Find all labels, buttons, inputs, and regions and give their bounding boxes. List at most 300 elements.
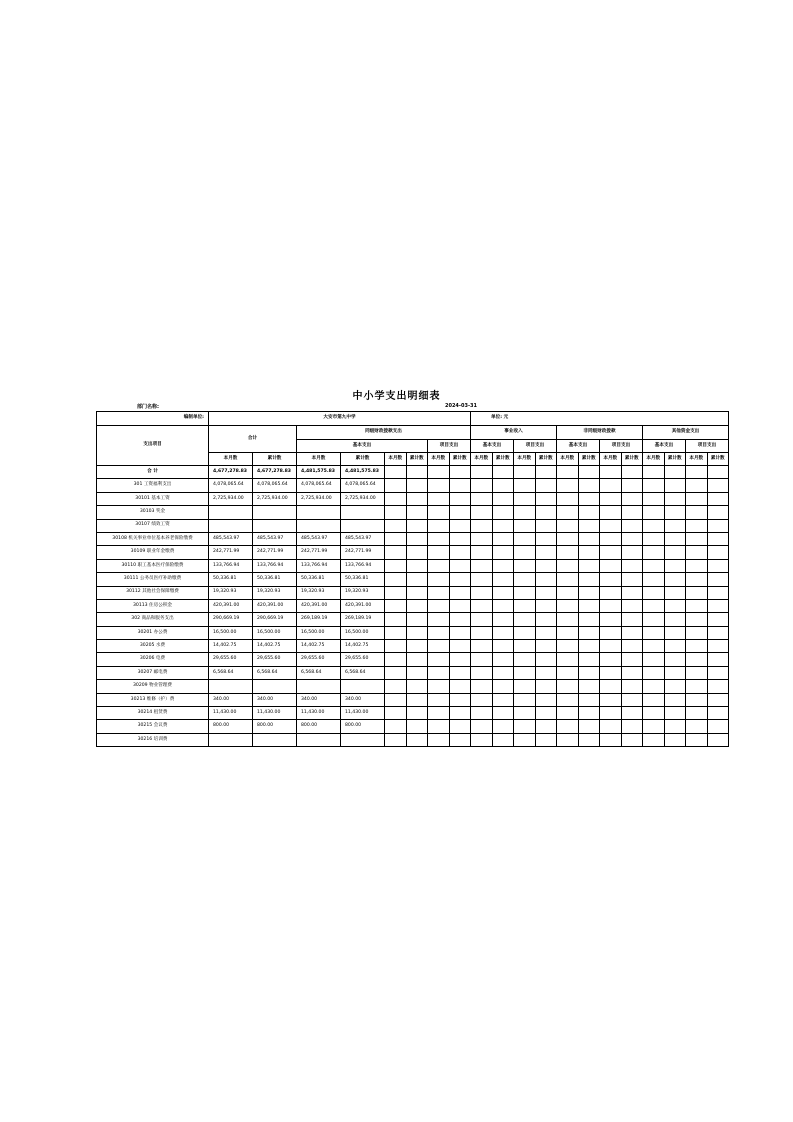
empty-cell <box>406 492 428 505</box>
empty-cell <box>385 613 407 626</box>
empty-cell <box>664 693 686 706</box>
empty-cell <box>449 599 471 612</box>
empty-cell <box>707 573 729 586</box>
empty-cell <box>643 559 665 572</box>
empty-cell <box>621 653 643 666</box>
empty-cell <box>385 707 407 720</box>
value-cell: 340.00 <box>209 693 253 706</box>
empty-cell <box>578 613 600 626</box>
table-row <box>97 680 729 693</box>
basic-header: 基本支出 <box>643 440 686 453</box>
empty-cell <box>578 466 600 479</box>
value-cell: 6,568.64 <box>297 666 341 679</box>
monthly-header: 本月数 <box>471 453 493 466</box>
value-cell: 14,402.75 <box>341 640 385 653</box>
empty-cell <box>664 613 686 626</box>
empty-cell <box>428 653 450 666</box>
empty-cell <box>707 626 729 639</box>
empty-cell <box>535 720 557 733</box>
empty-cell <box>707 506 729 519</box>
empty-cell <box>514 733 536 746</box>
total-header: 合计 <box>209 426 297 453</box>
empty-cell <box>406 613 428 626</box>
empty-cell <box>686 640 708 653</box>
empty-cell <box>707 707 729 720</box>
empty-cell <box>643 640 665 653</box>
empty-cell <box>385 733 407 746</box>
empty-cell <box>428 680 450 693</box>
cumulative-header: 累计数 <box>341 453 385 466</box>
table-row <box>97 720 729 733</box>
empty-cell <box>643 653 665 666</box>
empty-cell <box>406 680 428 693</box>
cumulative-header: 累计数 <box>406 453 428 466</box>
empty-cell <box>600 532 622 545</box>
value-cell: 19,320.93 <box>209 586 253 599</box>
empty-cell <box>643 613 665 626</box>
project-header: 项目支出 <box>600 440 643 453</box>
empty-cell <box>428 559 450 572</box>
empty-cell <box>600 693 622 706</box>
empty-cell <box>406 733 428 746</box>
empty-cell <box>707 640 729 653</box>
empty-cell <box>492 532 514 545</box>
empty-cell <box>385 492 407 505</box>
cumulative-header: 累计数 <box>449 453 471 466</box>
project-header: 项目支出 <box>514 440 557 453</box>
empty-cell <box>428 546 450 559</box>
expense-table <box>96 411 729 747</box>
value-cell: 485,543.97 <box>209 532 253 545</box>
cumulative-header: 累计数 <box>664 453 686 466</box>
empty-cell <box>428 626 450 639</box>
empty-cell <box>621 559 643 572</box>
empty-cell <box>621 506 643 519</box>
empty-cell <box>664 733 686 746</box>
value-cell: 340.00 <box>297 693 341 706</box>
empty-cell <box>406 546 428 559</box>
empty-cell <box>471 707 493 720</box>
monthly-header: 本月数 <box>514 453 536 466</box>
empty-cell <box>471 599 493 612</box>
empty-cell <box>664 626 686 639</box>
empty-cell <box>664 479 686 492</box>
empty-cell <box>428 519 450 532</box>
empty-cell <box>557 653 579 666</box>
empty-cell <box>406 693 428 706</box>
empty-cell <box>621 626 643 639</box>
value-cell: 11,430.00 <box>253 707 297 720</box>
value-cell: 4,078,065.64 <box>341 479 385 492</box>
empty-cell <box>449 479 471 492</box>
row-label: 30108 机关事业单位基本养老保险缴费 <box>97 532 209 545</box>
table-row <box>97 532 729 545</box>
empty-cell <box>535 479 557 492</box>
empty-cell <box>492 720 514 733</box>
empty-cell <box>600 613 622 626</box>
empty-cell <box>535 693 557 706</box>
empty-cell <box>385 479 407 492</box>
empty-cell <box>449 586 471 599</box>
empty-cell <box>385 720 407 733</box>
empty-cell <box>449 693 471 706</box>
empty-cell <box>686 506 708 519</box>
empty-cell <box>707 546 729 559</box>
empty-cell <box>492 733 514 746</box>
empty-cell <box>621 479 643 492</box>
row-label: 30109 职业年金缴费 <box>97 546 209 559</box>
basic-header: 基本支出 <box>297 440 428 453</box>
org-label: 编制单位: <box>97 412 209 426</box>
empty-cell <box>471 559 493 572</box>
empty-cell <box>428 573 450 586</box>
empty-cell <box>643 532 665 545</box>
row-label: 30209 物业管理费 <box>97 680 209 693</box>
value-cell <box>297 519 341 532</box>
unit-label: 单位: 元 <box>471 412 729 426</box>
value-cell: 4,078,065.64 <box>253 479 297 492</box>
empty-cell <box>578 707 600 720</box>
empty-cell <box>557 640 579 653</box>
empty-cell <box>514 613 536 626</box>
value-cell: 19,320.93 <box>297 586 341 599</box>
empty-cell <box>492 573 514 586</box>
empty-cell <box>643 573 665 586</box>
table-row <box>97 479 729 492</box>
empty-cell <box>449 546 471 559</box>
value-cell <box>341 519 385 532</box>
empty-cell <box>707 613 729 626</box>
empty-cell <box>492 666 514 679</box>
table-row <box>97 599 729 612</box>
empty-cell <box>492 613 514 626</box>
value-cell: 269,189.19 <box>297 613 341 626</box>
empty-cell <box>600 546 622 559</box>
value-cell <box>253 506 297 519</box>
empty-cell <box>471 519 493 532</box>
empty-cell <box>492 626 514 639</box>
value-cell <box>253 519 297 532</box>
empty-cell <box>514 599 536 612</box>
empty-cell <box>535 546 557 559</box>
value-cell: 6,568.64 <box>253 666 297 679</box>
item-header: 支出项目 <box>97 426 209 466</box>
empty-cell <box>600 559 622 572</box>
empty-cell <box>643 680 665 693</box>
empty-cell <box>514 653 536 666</box>
empty-cell <box>471 720 493 733</box>
empty-cell <box>535 466 557 479</box>
monthly-header: 本月数 <box>385 453 407 466</box>
value-cell: 19,320.93 <box>253 586 297 599</box>
empty-cell <box>428 586 450 599</box>
empty-cell <box>557 733 579 746</box>
empty-cell <box>514 707 536 720</box>
empty-cell <box>621 466 643 479</box>
value-cell: 14,402.75 <box>209 640 253 653</box>
empty-cell <box>557 492 579 505</box>
empty-cell <box>492 693 514 706</box>
empty-cell <box>471 613 493 626</box>
row-label: 30206 电费 <box>97 653 209 666</box>
empty-cell <box>535 573 557 586</box>
empty-cell <box>385 466 407 479</box>
value-cell: 29,655.60 <box>209 653 253 666</box>
empty-cell <box>514 573 536 586</box>
value-cell: 16,500.00 <box>253 626 297 639</box>
row-label: 30216 培训费 <box>97 733 209 746</box>
empty-cell <box>621 546 643 559</box>
empty-cell <box>643 519 665 532</box>
empty-cell <box>514 492 536 505</box>
row-label: 302 商品和服务支出 <box>97 613 209 626</box>
table-row <box>97 626 729 639</box>
empty-cell <box>535 666 557 679</box>
value-cell: 6,568.64 <box>209 666 253 679</box>
empty-cell <box>557 626 579 639</box>
value-cell: 242,771.99 <box>253 546 297 559</box>
empty-cell <box>664 666 686 679</box>
value-cell: 800.00 <box>297 720 341 733</box>
value-cell: 4,078,065.64 <box>209 479 253 492</box>
row-label: 30113 住房公积金 <box>97 599 209 612</box>
empty-cell <box>428 666 450 679</box>
empty-cell <box>664 546 686 559</box>
empty-cell <box>385 680 407 693</box>
empty-cell <box>535 613 557 626</box>
table-row <box>97 466 729 479</box>
empty-cell <box>643 586 665 599</box>
empty-cell <box>578 519 600 532</box>
value-cell: 133,766.94 <box>253 559 297 572</box>
empty-cell <box>686 492 708 505</box>
empty-cell <box>578 506 600 519</box>
empty-cell <box>557 532 579 545</box>
empty-cell <box>535 519 557 532</box>
empty-cell <box>492 506 514 519</box>
project-header: 项目支出 <box>686 440 729 453</box>
empty-cell <box>514 666 536 679</box>
row-label: 30101 基本工资 <box>97 492 209 505</box>
empty-cell <box>428 613 450 626</box>
empty-cell <box>643 599 665 612</box>
empty-cell <box>664 573 686 586</box>
empty-cell <box>449 707 471 720</box>
empty-cell <box>471 640 493 653</box>
empty-cell <box>492 707 514 720</box>
empty-cell <box>578 720 600 733</box>
cumulative-header: 累计数 <box>578 453 600 466</box>
empty-cell <box>707 680 729 693</box>
empty-cell <box>492 519 514 532</box>
value-cell <box>209 519 253 532</box>
empty-cell <box>557 586 579 599</box>
empty-cell <box>578 666 600 679</box>
empty-cell <box>643 466 665 479</box>
empty-cell <box>557 666 579 679</box>
empty-cell <box>449 733 471 746</box>
monthly-header: 本月数 <box>643 453 665 466</box>
empty-cell <box>471 492 493 505</box>
monthly-header: 本月数 <box>600 453 622 466</box>
empty-cell <box>686 707 708 720</box>
empty-cell <box>535 492 557 505</box>
value-cell: 800.00 <box>341 720 385 733</box>
empty-cell <box>406 653 428 666</box>
value-cell: 50,336.81 <box>341 573 385 586</box>
empty-cell <box>664 720 686 733</box>
empty-cell <box>471 573 493 586</box>
empty-cell <box>621 680 643 693</box>
empty-cell <box>578 599 600 612</box>
empty-cell <box>707 666 729 679</box>
empty-cell <box>643 479 665 492</box>
empty-cell <box>514 466 536 479</box>
empty-cell <box>471 666 493 679</box>
empty-cell <box>471 693 493 706</box>
empty-cell <box>664 640 686 653</box>
empty-cell <box>600 707 622 720</box>
empty-cell <box>385 506 407 519</box>
empty-cell <box>514 693 536 706</box>
empty-cell <box>492 546 514 559</box>
empty-cell <box>428 532 450 545</box>
value-cell: 4,677,278.83 <box>209 466 253 479</box>
value-cell: 420,391.00 <box>209 599 253 612</box>
value-cell: 29,655.60 <box>341 653 385 666</box>
monthly-header: 本月数 <box>297 453 341 466</box>
empty-cell <box>600 653 622 666</box>
empty-cell <box>578 733 600 746</box>
value-cell: 2,725,934.00 <box>209 492 253 505</box>
empty-cell <box>385 532 407 545</box>
empty-cell <box>707 693 729 706</box>
empty-cell <box>406 532 428 545</box>
empty-cell <box>686 720 708 733</box>
value-cell: 29,655.60 <box>253 653 297 666</box>
empty-cell <box>535 506 557 519</box>
empty-cell <box>643 693 665 706</box>
empty-cell <box>600 466 622 479</box>
empty-cell <box>557 599 579 612</box>
cumulative-header: 累计数 <box>707 453 729 466</box>
empty-cell <box>471 506 493 519</box>
business-income-header: 事业收入 <box>471 426 557 440</box>
empty-cell <box>449 613 471 626</box>
empty-cell <box>385 559 407 572</box>
empty-cell <box>428 693 450 706</box>
empty-cell <box>621 532 643 545</box>
value-cell <box>253 733 297 746</box>
empty-cell <box>449 506 471 519</box>
value-cell <box>341 733 385 746</box>
non-same-level-header: 非同级财政拨款 <box>557 426 643 440</box>
empty-cell <box>449 653 471 666</box>
empty-cell <box>514 546 536 559</box>
empty-cell <box>428 720 450 733</box>
empty-cell <box>643 506 665 519</box>
empty-cell <box>686 546 708 559</box>
empty-cell <box>557 559 579 572</box>
empty-cell <box>557 506 579 519</box>
empty-cell <box>664 492 686 505</box>
empty-cell <box>492 653 514 666</box>
empty-cell <box>707 599 729 612</box>
empty-cell <box>514 640 536 653</box>
monthly-header: 本月数 <box>686 453 708 466</box>
empty-cell <box>578 586 600 599</box>
value-cell: 242,771.99 <box>341 546 385 559</box>
empty-cell <box>492 640 514 653</box>
basic-header: 基本支出 <box>557 440 600 453</box>
empty-cell <box>664 707 686 720</box>
empty-cell <box>406 466 428 479</box>
empty-cell <box>428 640 450 653</box>
table-row <box>97 559 729 572</box>
value-cell: 133,766.94 <box>341 559 385 572</box>
empty-cell <box>406 479 428 492</box>
empty-cell <box>514 586 536 599</box>
table-row <box>97 506 729 519</box>
empty-cell <box>686 599 708 612</box>
empty-cell <box>385 626 407 639</box>
empty-cell <box>406 573 428 586</box>
empty-cell <box>621 693 643 706</box>
table-row <box>97 640 729 653</box>
empty-cell <box>535 626 557 639</box>
empty-cell <box>686 479 708 492</box>
empty-cell <box>406 599 428 612</box>
empty-cell <box>557 546 579 559</box>
value-cell: 485,543.97 <box>297 532 341 545</box>
empty-cell <box>578 532 600 545</box>
table-row <box>97 666 729 679</box>
value-cell: 50,336.81 <box>297 573 341 586</box>
value-cell: 50,336.81 <box>209 573 253 586</box>
empty-cell <box>621 573 643 586</box>
empty-cell <box>385 599 407 612</box>
value-cell: 29,655.60 <box>297 653 341 666</box>
empty-cell <box>385 666 407 679</box>
empty-cell <box>621 586 643 599</box>
empty-cell <box>707 532 729 545</box>
empty-cell <box>686 519 708 532</box>
empty-cell <box>492 479 514 492</box>
value-cell: 133,766.94 <box>297 559 341 572</box>
empty-cell <box>621 707 643 720</box>
department-label: 部门名称: <box>137 404 159 410</box>
value-cell: 4,481,575.83 <box>341 466 385 479</box>
row-label: 30110 职工基本医疗保险缴费 <box>97 559 209 572</box>
empty-cell <box>471 546 493 559</box>
value-cell: 4,481,575.83 <box>297 466 341 479</box>
empty-cell <box>707 586 729 599</box>
empty-cell <box>535 559 557 572</box>
empty-cell <box>535 599 557 612</box>
other-funds-header: 其他资金支出 <box>643 426 729 440</box>
empty-cell <box>600 506 622 519</box>
value-cell <box>341 506 385 519</box>
empty-cell <box>471 626 493 639</box>
empty-cell <box>578 492 600 505</box>
empty-cell <box>449 626 471 639</box>
empty-cell <box>428 599 450 612</box>
empty-cell <box>535 653 557 666</box>
empty-cell <box>621 492 643 505</box>
empty-cell <box>578 640 600 653</box>
value-cell: 11,430.00 <box>209 707 253 720</box>
empty-cell <box>621 640 643 653</box>
